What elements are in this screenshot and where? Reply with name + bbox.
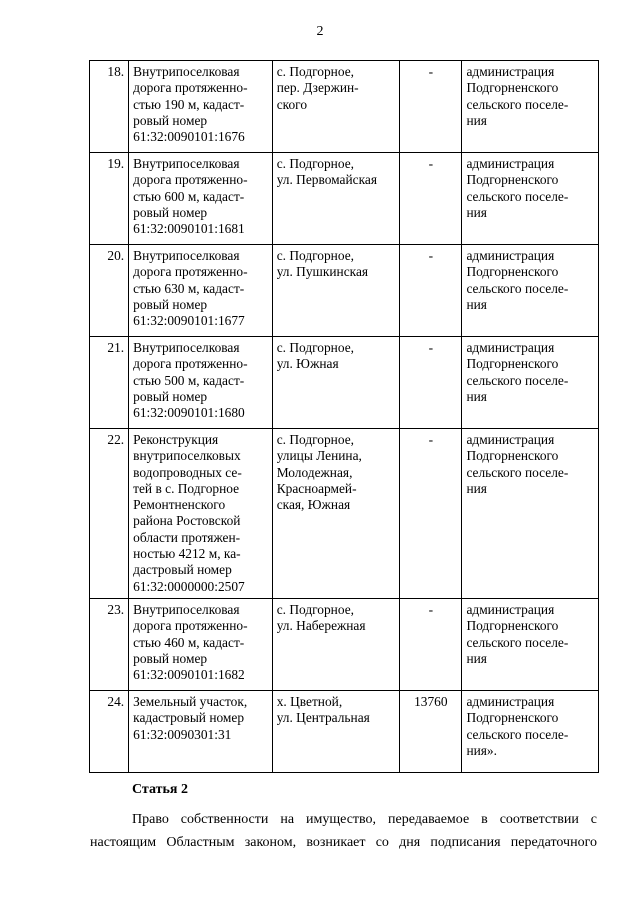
owner-line: администрация xyxy=(466,340,555,355)
owner-cell xyxy=(462,691,599,773)
address-line: с. Подгорное, xyxy=(276,432,354,447)
address-line: Красноармей- xyxy=(276,480,357,496)
object-name-line: Внутрипоселковая xyxy=(133,156,240,171)
owner-line: администрация xyxy=(466,432,555,447)
article-title: Статья 2 xyxy=(132,782,188,797)
address-line: ского xyxy=(276,96,308,112)
row-number: 19. xyxy=(90,153,129,245)
object-name-cell xyxy=(129,153,273,245)
value-cell: - xyxy=(400,245,462,337)
object-name-line: дорога протяженно- xyxy=(133,356,248,372)
object-name-line: дорога протяженно- xyxy=(133,172,248,188)
owner-line: Подгорненского xyxy=(466,618,559,634)
owner-cell xyxy=(462,61,599,153)
object-name-line: Внутрипоселковая xyxy=(133,602,240,617)
object-name-line: дорога протяженно- xyxy=(133,618,248,634)
owner-line: администрация xyxy=(466,64,555,79)
address-line: ул. Пушкинская xyxy=(276,264,369,280)
object-name-line: 61:32:0090101:1682 xyxy=(133,667,245,683)
object-name-line: района Ростовской xyxy=(133,513,241,529)
table-row xyxy=(90,153,599,245)
owner-cell xyxy=(462,429,599,599)
object-name-line: дорога протяженно- xyxy=(133,80,248,96)
object-name-line: Внутрипоселковая xyxy=(133,340,240,355)
object-name-line: области протяжен- xyxy=(133,529,241,545)
row-number: 18. xyxy=(90,61,129,153)
address-cell xyxy=(272,691,400,773)
object-name-line: тей в с. Подгорное xyxy=(133,480,240,496)
owner-line: сельского поселе- xyxy=(466,464,569,480)
object-name-line: ровый номер xyxy=(133,296,208,312)
owner-line: администрация xyxy=(466,694,555,709)
owner-line: ния». xyxy=(466,742,497,758)
owner-line: администрация xyxy=(466,156,555,171)
address-line: с. Подгорное, xyxy=(276,340,354,355)
owner-line: администрация xyxy=(466,248,555,263)
object-name-line: Внутрипоселковая xyxy=(133,64,240,79)
address-cell xyxy=(272,61,400,153)
table-row xyxy=(90,429,599,599)
address-line: с. Подгорное, xyxy=(276,156,354,171)
value-cell: - xyxy=(400,337,462,429)
owner-line: сельского поселе- xyxy=(466,372,569,388)
address-line: ул. Южная xyxy=(276,356,339,372)
owner-line: ния xyxy=(466,650,487,666)
owner-line: Подгорненского xyxy=(466,448,559,464)
address-line: ул. Набережная xyxy=(276,618,366,634)
table-body xyxy=(90,61,599,773)
object-name-line: дорога протяженно- xyxy=(133,264,248,280)
object-name-cell xyxy=(129,245,273,337)
address-cell xyxy=(272,429,400,599)
table-row xyxy=(90,61,599,153)
object-name-line: стью 630 м, кадаст- xyxy=(133,280,245,296)
object-name-line: Реконструкция xyxy=(133,432,219,447)
table-row xyxy=(90,245,599,337)
address-line: пер. Дзержин- xyxy=(276,80,359,96)
address-line: х. Цветной, xyxy=(276,694,343,709)
row-number: 22. xyxy=(90,429,129,599)
address-cell xyxy=(272,337,400,429)
value-cell: - xyxy=(400,599,462,691)
address-line: с. Подгорное, xyxy=(276,602,354,617)
object-name-line: Внутрипоселковая xyxy=(133,248,240,263)
owner-line: сельского поселе- xyxy=(466,96,569,112)
object-name-line: внутрипоселковых xyxy=(133,448,241,464)
address-line: с. Подгорное, xyxy=(276,64,354,79)
object-name-line: дастровый номер xyxy=(133,562,232,578)
object-name-line: 61:32:0000000:2507 xyxy=(133,578,245,594)
owner-line: ния xyxy=(466,388,487,404)
table-row xyxy=(90,599,599,691)
owner-line: сельского поселе- xyxy=(466,188,569,204)
row-number: 24. xyxy=(90,691,129,773)
object-name-line: 61:32:0090101:1676 xyxy=(133,129,245,145)
owner-line: ния xyxy=(466,296,487,312)
object-name-line: ровый номер xyxy=(133,650,208,666)
owner-line: сельского поселе- xyxy=(466,634,569,650)
address-cell xyxy=(272,245,400,337)
row-number: 23. xyxy=(90,599,129,691)
table-row xyxy=(90,337,599,429)
object-name-line: 61:32:0090101:1677 xyxy=(133,313,245,329)
object-name-line: 61:32:0090301:31 xyxy=(133,726,232,742)
object-name-line: Ремонтненского xyxy=(133,497,226,513)
object-name-cell xyxy=(129,61,273,153)
owner-line: администрация xyxy=(466,602,555,617)
owner-line: Подгорненского xyxy=(466,710,559,726)
object-name-cell xyxy=(129,337,273,429)
address-cell xyxy=(272,153,400,245)
value-cell: - xyxy=(400,429,462,599)
object-name-line: 61:32:0090101:1681 xyxy=(133,221,245,237)
object-name-line: кадастровый номер xyxy=(133,710,245,726)
object-name-line: ровый номер xyxy=(133,204,208,220)
owner-cell xyxy=(462,153,599,245)
row-number: 20. xyxy=(90,245,129,337)
object-name-cell xyxy=(129,599,273,691)
page-number: 2 xyxy=(316,24,324,39)
object-name-line: ностью 4212 м, ка- xyxy=(133,546,241,562)
address-line: ул. Первомайская xyxy=(276,172,378,188)
property-table xyxy=(89,60,599,773)
value-cell: - xyxy=(400,61,462,153)
object-name-line: стью 460 м, кадаст- xyxy=(133,634,245,650)
owner-line: сельского поселе- xyxy=(466,280,569,296)
value-cell: 13760 xyxy=(400,691,462,773)
owner-line: Подгорненского xyxy=(466,80,559,96)
table-row xyxy=(90,691,599,773)
address-line: Молодежная, xyxy=(276,464,353,480)
object-name-line: ровый номер xyxy=(133,112,208,128)
owner-cell xyxy=(462,337,599,429)
object-name-line: стью 190 м, кадаст- xyxy=(133,96,245,112)
address-cell xyxy=(272,599,400,691)
owner-line: ния xyxy=(466,480,487,496)
value-cell: - xyxy=(400,153,462,245)
object-name-line: водопроводных се- xyxy=(133,464,242,480)
article-text-line: Право собственности на имущество, передаваемое в соответствии с xyxy=(132,812,597,827)
owner-cell xyxy=(462,245,599,337)
article-text xyxy=(90,808,597,854)
object-name-line: ровый номер xyxy=(133,388,208,404)
owner-cell xyxy=(462,599,599,691)
owner-line: Подгорненского xyxy=(466,356,559,372)
owner-line: сельского поселе- xyxy=(466,726,569,742)
object-name-line: стью 500 м, кадаст- xyxy=(133,372,245,388)
article-text-line: настоящим Областным законом, возникает со дня подписания передаточного xyxy=(90,835,597,850)
object-name-line: Земельный участок, xyxy=(133,694,248,709)
address-line: ская, Южная xyxy=(276,497,351,513)
address-line: с. Подгорное, xyxy=(276,248,354,263)
address-line: улицы Ленина, xyxy=(276,448,362,464)
owner-line: Подгорненского xyxy=(466,264,559,280)
object-name-line: стью 600 м, кадаст- xyxy=(133,188,245,204)
owner-line: ния xyxy=(466,204,487,220)
owner-line: Подгорненского xyxy=(466,172,559,188)
object-name-cell xyxy=(129,691,273,773)
object-name-cell xyxy=(129,429,273,599)
address-line: ул. Центральная xyxy=(276,710,370,726)
owner-line: ния xyxy=(466,112,487,128)
object-name-line: 61:32:0090101:1680 xyxy=(133,405,245,421)
row-number: 21. xyxy=(90,337,129,429)
